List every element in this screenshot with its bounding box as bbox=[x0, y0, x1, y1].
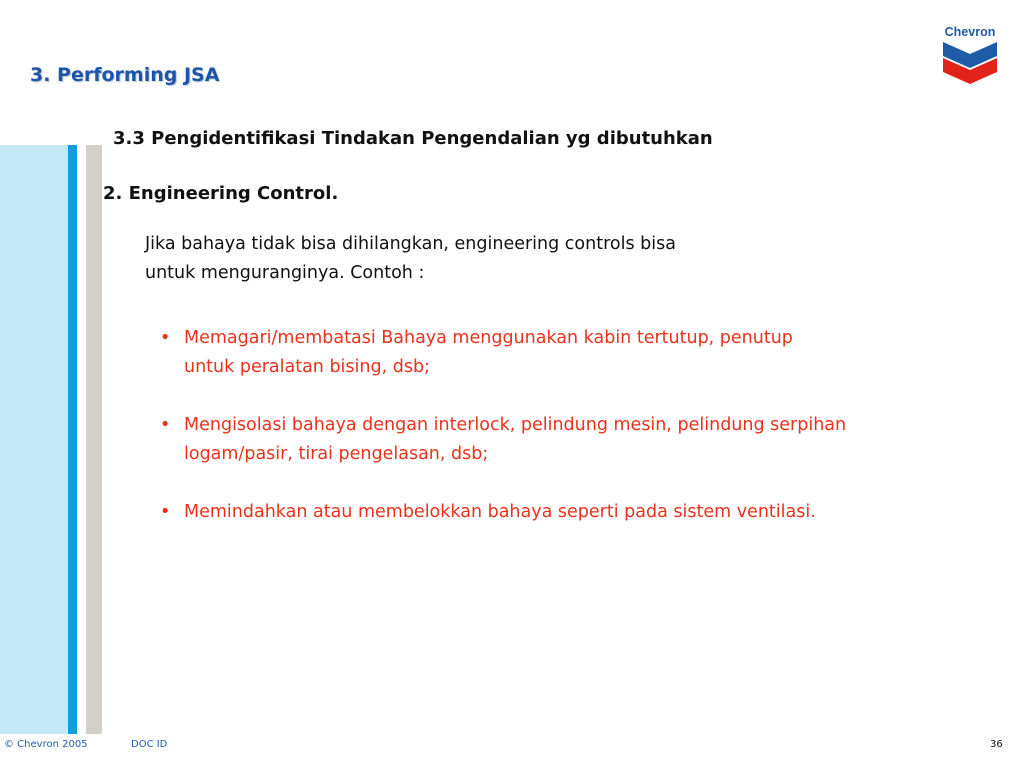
left-band-blue bbox=[68, 145, 77, 734]
bullet-list bbox=[160, 324, 1010, 556]
intro-line: Jika bahaya tidak bisa dihilangkan, engineering controls bisa bbox=[145, 234, 676, 254]
left-band-light bbox=[0, 145, 68, 734]
footer-copyright: © Chevron 2005 bbox=[4, 739, 88, 750]
chevron-logo bbox=[941, 22, 999, 84]
bullet-text-line: logam/pasir, tirai pengelasan, dsb; bbox=[184, 444, 489, 464]
page-number: 36 bbox=[990, 739, 1003, 750]
section-title: 3. Performing JSA bbox=[30, 64, 220, 86]
bullet-text-line: untuk peralatan bising, dsb; bbox=[184, 357, 430, 377]
bullet-item bbox=[160, 324, 1010, 382]
bullet-text-line: Memagari/membatasi Bahaya menggunakan kabin tertutup, penutup bbox=[184, 328, 793, 348]
intro-paragraph bbox=[145, 230, 815, 288]
bullet-icon: • bbox=[160, 415, 171, 435]
bullet-text-line: Memindahkan atau membelokkan bahaya seperti pada sistem ventilasi. bbox=[184, 502, 816, 522]
bullet-item bbox=[160, 498, 1010, 527]
logo-text: Chevron bbox=[944, 25, 996, 39]
intro-line: untuk menguranginya. Contoh : bbox=[145, 263, 425, 283]
slide-subtitle: 3.3 Pengidentifikasi Tindakan Pengendalian yg dibutuhkan bbox=[113, 128, 713, 149]
bullet-item bbox=[160, 411, 1010, 469]
footer-doc-id: DOC ID bbox=[131, 739, 168, 750]
engineering-control-heading: 2. Engineering Control. bbox=[103, 183, 339, 204]
bullet-icon: • bbox=[160, 502, 171, 522]
bullet-text-line: Mengisolasi bahaya dengan interlock, pelindung mesin, pelindung serpihan bbox=[184, 415, 847, 435]
left-band-gray bbox=[86, 145, 102, 734]
bullet-icon: • bbox=[160, 328, 171, 348]
